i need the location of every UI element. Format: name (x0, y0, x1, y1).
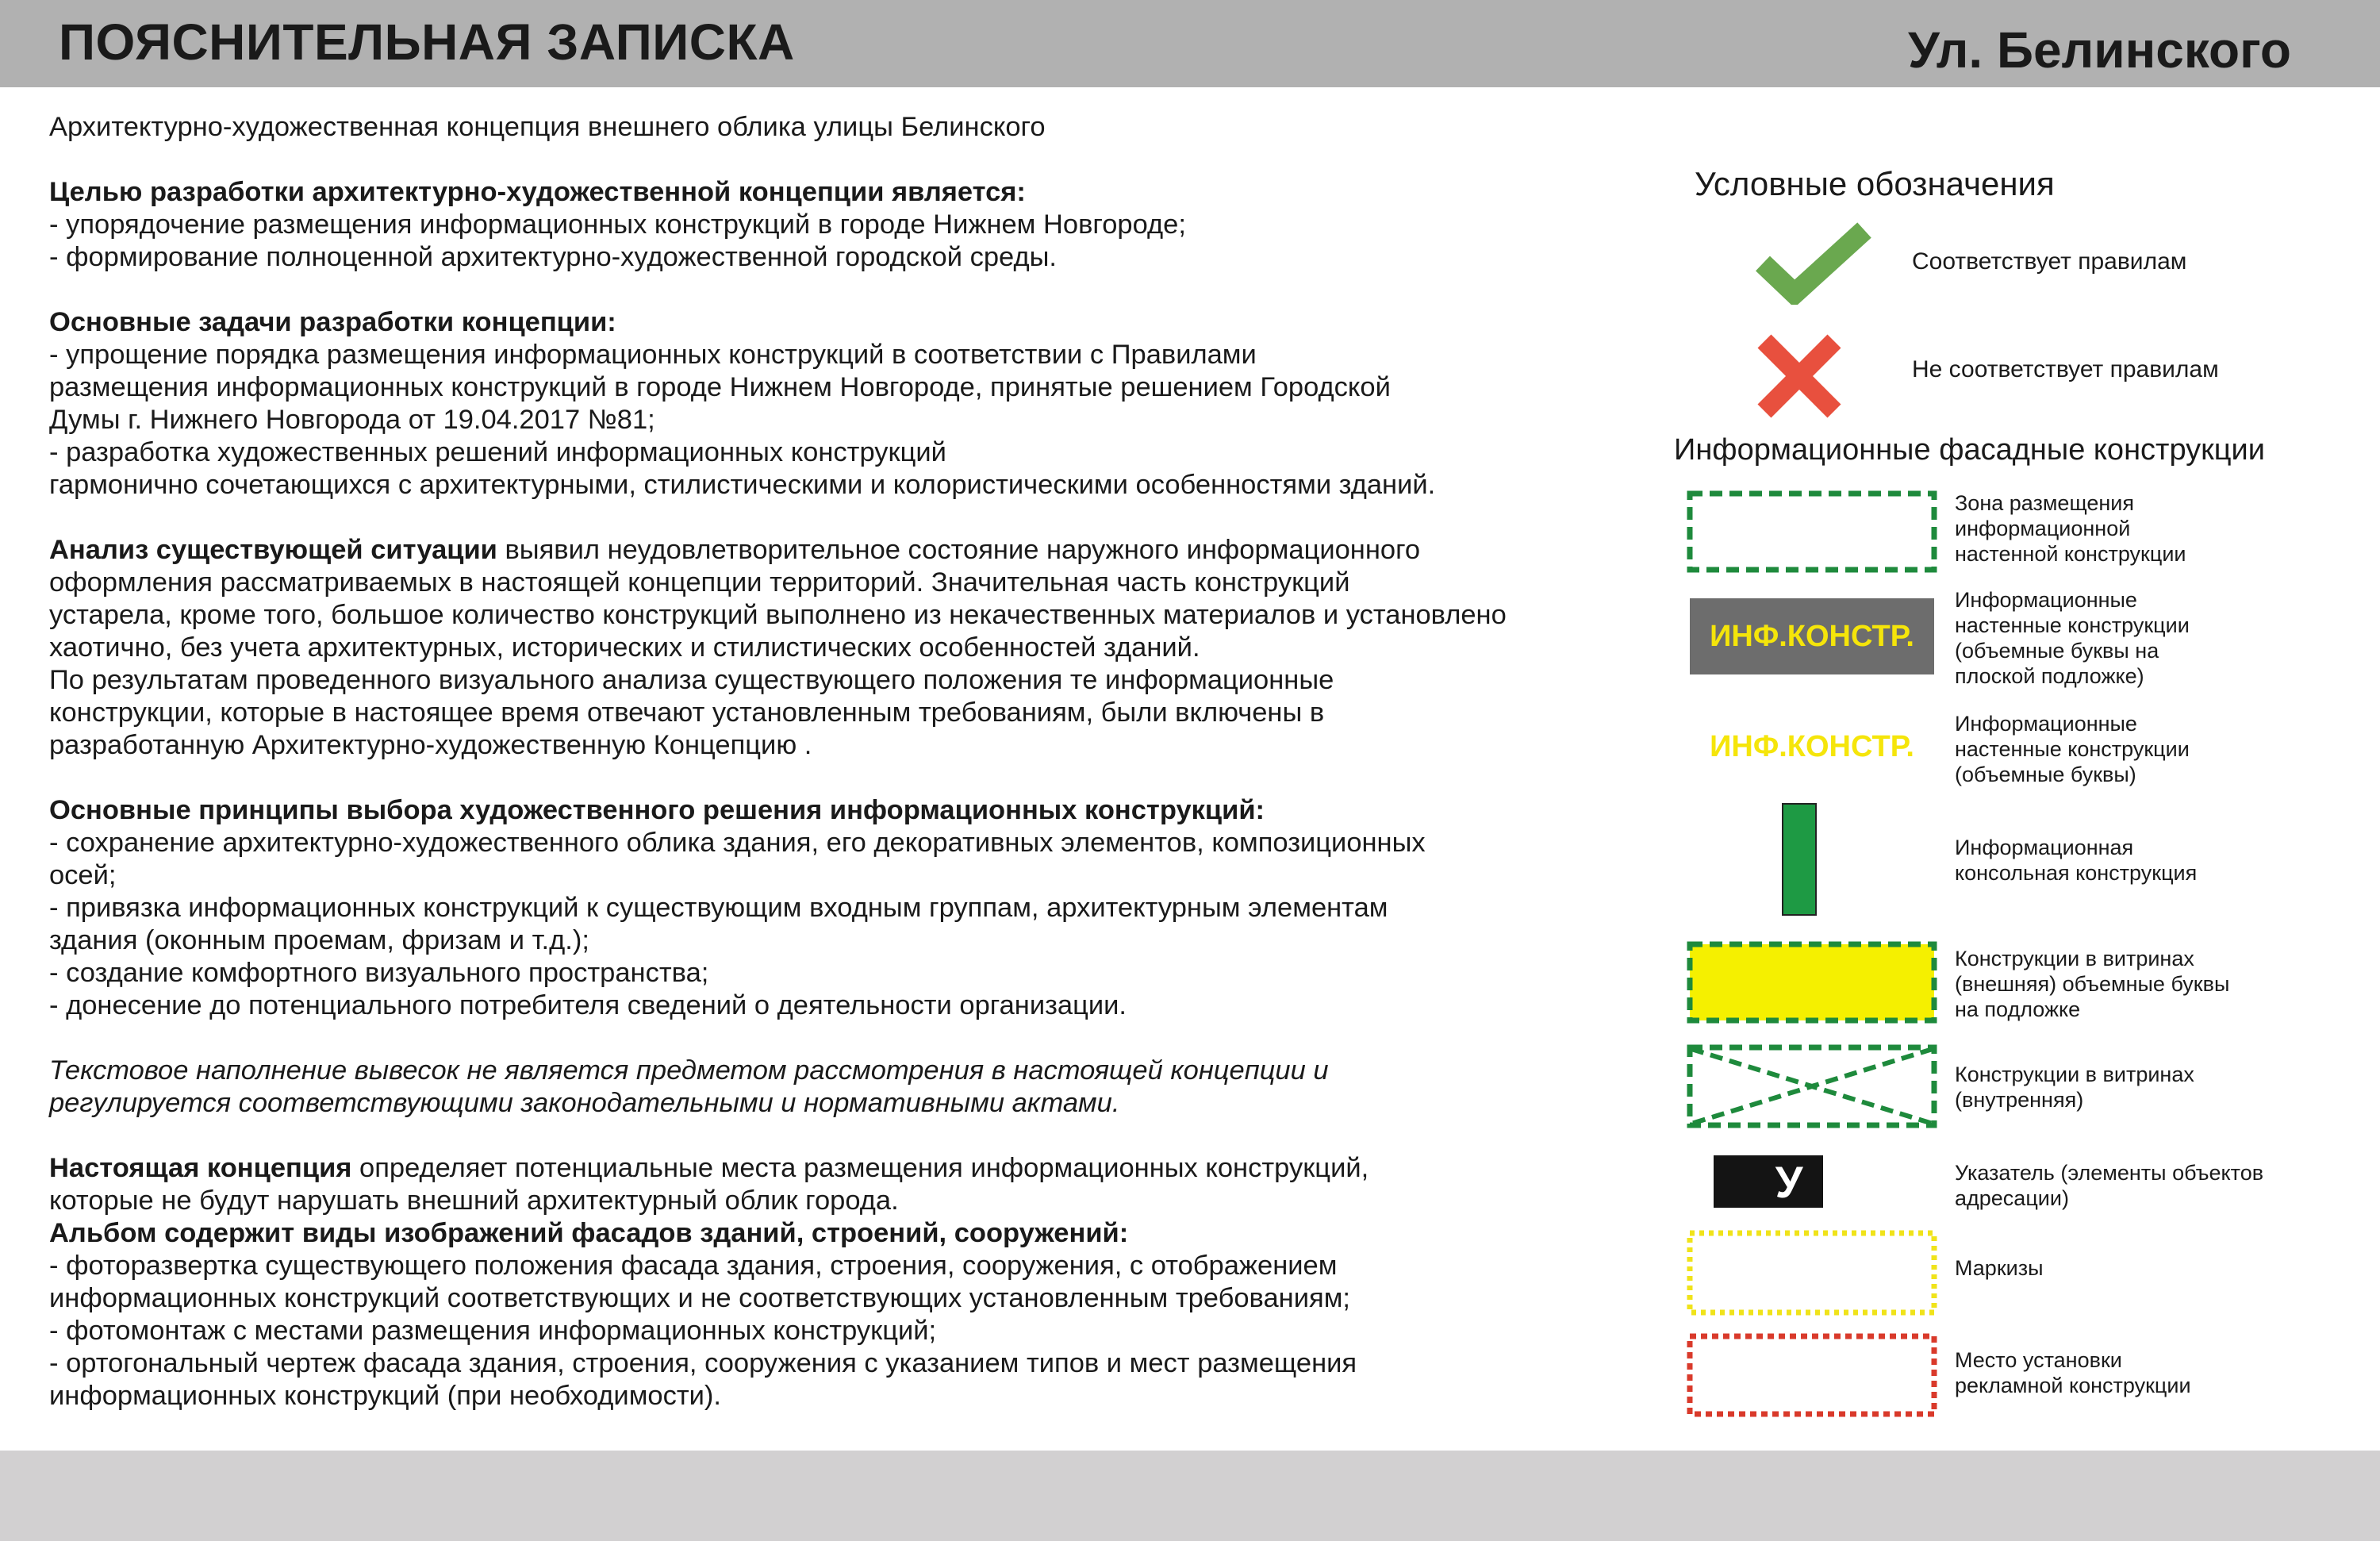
green-console-bar-icon (1782, 803, 1817, 916)
legend-compliant-label: Соответствует правилам (1912, 248, 2187, 275)
check-mark-icon (1753, 222, 1872, 305)
legend-subtitle: Информационные фасадные конструкции (1674, 433, 2266, 467)
note-intro: Архитектурно-художественная концепция внешнего облика улицы Белинского (49, 112, 1046, 142)
goal-body: - упорядочение размещения информационных конструкций в городе Нижнем Новгороде; - формирование полноценной архитектурно-художественной городской среды. (49, 209, 1186, 272)
legend-item-label: Информационные настенные конструкции (объемные буквы) (1955, 712, 2190, 786)
disclaimer: Текстовое наполнение вывесок не является предметом рассмотрения в настоящей концепции и регулируется соответствующими законодательными и нормативными актами. (49, 1055, 1329, 1118)
yellow-letters-sign-icon: ИНФ.КОНСТР. (1710, 729, 1914, 763)
grey-plate-text: ИНФ.КОНСТР. (1710, 619, 1914, 653)
principles-heading: Основные принципы выбора художественного решения информационных конструкций: (49, 795, 1265, 825)
legend-item-label: Конструкции в витринах (внутренняя) (1955, 1063, 2194, 1112)
page-title: ПОЯСНИТЕЛЬНАЯ ЗАПИСКА (59, 13, 795, 71)
yellow-dotted-frame-icon (1687, 1230, 1937, 1316)
pointer-letter: У (1775, 1156, 1803, 1207)
album-body: - фоторазвертка существующего положения фасада здания, строения, сооружения, с отображением информационных конструкций соответствующих и не соответствующих установленным требованиям; - фотомонтаж с местами размещения информационных конструкций; - ортогональный чертеж фасада здания, строения, сооружения с указанием типов и мест размещения информационных конструкций (при необходимости). (49, 1251, 1357, 1411)
legend-item-label: Зона размещения информационной настенной конструкции (1955, 491, 2186, 566)
goal-heading: Целью разработки архитектурно-художественной концепции является: (49, 177, 1026, 207)
legend-item-label: Конструкции в витринах (внешняя) объемные буквы на подложке (1955, 947, 2230, 1021)
legend-item-label: Информационная консольная конструкция (1955, 836, 2198, 885)
yellow-filled-frame-icon (1687, 941, 1937, 1024)
concept-body: определяет потенциальные места размещения информационных конструкций, которые не будут нарушать внешний архитектурный облик города. (49, 1153, 1369, 1216)
grey-plate-sign-icon (1690, 598, 1934, 674)
legend-item-label: Указатель (элементы объектов адресации) (1955, 1161, 2264, 1210)
analysis-body: выявил неудовлетворительное состояние наружного информационного оформления рассматриваемых в настоящей концепции территорий. Значительная часть конструкций устарела, кроме того, большое количество конструкций выполнено из некачественных материалов и установлено хаотично, без учета архитектурных, исторических и стилистических особенностей зданий. По результатам проведенного визуального анализа существующего положения те информационные конструкции, которые в настоящее время отвечают установленным требованиям, были включены в разработанную Архитектурно-художественную Концепцию . (49, 535, 1507, 760)
green-dashed-frame-icon (1687, 490, 1937, 573)
concept-paragraph (49, 1152, 1628, 1217)
tasks-heading: Основные задачи разработки концепции: (49, 307, 616, 337)
street-title: Ул. Белинского (1907, 21, 2291, 79)
legend-title: Условные обозначения (1695, 165, 2055, 202)
header-bar (0, 0, 2380, 87)
principles-body: - сохранение архитектурно-художественного облика здания, его декоративных элементов, композиционных осей; - привязка информационных конструкций к существующим входным группам, архитектурным элементам здания (оконным проемам, фризам и т.д.); - создание комфортного визуального пространства; - донесение до потенциального потребителя сведений о деятельности организации. (49, 828, 1426, 1020)
album-heading: Альбом содержит виды изображений фасадов зданий, строений, сооружений: (49, 1218, 1129, 1248)
legend-item-label: Маркизы (1955, 1256, 2044, 1280)
legend-item-label: Место установки рекламной конструкции (1955, 1348, 2191, 1397)
analysis-lead: Анализ существующей ситуации (49, 535, 497, 565)
red-dotted-frame-icon (1687, 1333, 1937, 1417)
footer-bar (0, 1451, 2380, 1541)
tasks-body: - упрощение порядка размещения информационных конструкций в соответствии с Правилами размещения информационных конструкций в городе Нижнем Новгороде, принятые решением Городской Думы г. Нижнего Новгорода от 19.04.2017 №81; - разработка художественных решений информационных конструкций гармонично сочетающихся с архитектурными, стилистическими и колористическими особенностями зданий. (49, 340, 1436, 500)
analysis-paragraph (49, 534, 1628, 762)
legend-item-label: Информационные настенные конструкции (объемные буквы на плоской подложке) (1955, 588, 2190, 688)
cross-mark-icon (1755, 333, 1844, 419)
legend-noncompliant-label: Не соответствует правилам (1912, 356, 2219, 382)
green-crossed-frame-icon (1687, 1044, 1937, 1128)
concept-lead: Настоящая концепция (49, 1153, 352, 1183)
address-pointer-icon (1714, 1155, 1823, 1208)
explanatory-note (49, 111, 1628, 1412)
